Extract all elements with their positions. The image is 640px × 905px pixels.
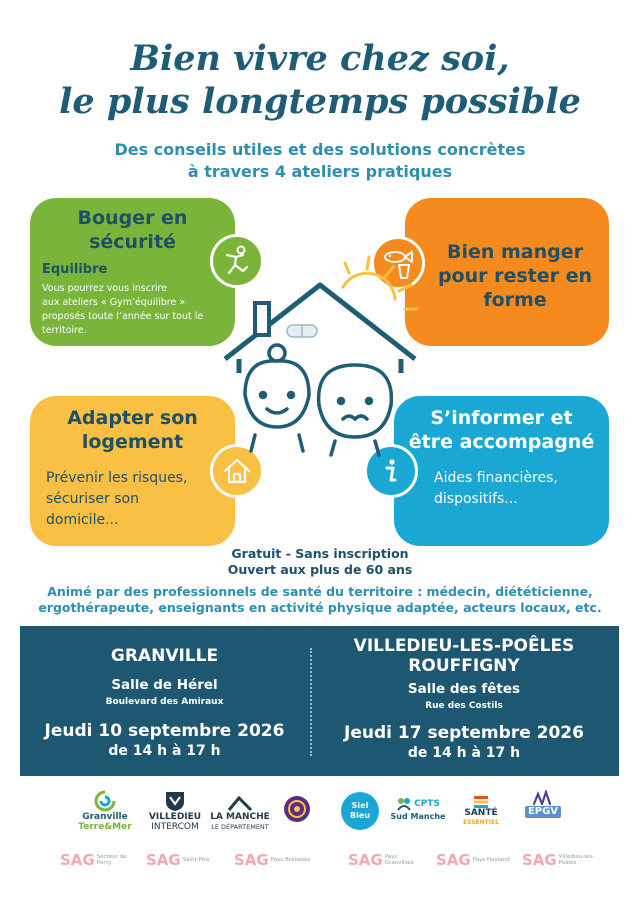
logo-la-manche — [204, 796, 276, 832]
round-seal-icon — [282, 794, 312, 824]
siel-bleu-badge-icon — [341, 792, 379, 830]
atelier-card-bouger — [30, 198, 235, 346]
logo-sag-4 — [348, 846, 427, 874]
atelier-bouger-text-l1: Vous pourrez vous inscrire — [42, 283, 168, 294]
atelier-informer-text — [434, 468, 604, 510]
logo-villedieu-intercom — [140, 790, 210, 832]
location-granville-city: GRANVILLE — [110, 646, 219, 666]
location-villedieu-city-l2: ROUFFIGNY — [408, 656, 520, 676]
atelier-informer-title — [394, 406, 609, 454]
atelier-card-manger — [405, 198, 609, 346]
sag-1-word: SAG — [60, 851, 95, 869]
house-illustration — [215, 255, 425, 495]
logo-sag-2 — [146, 846, 225, 874]
anime-text-line2: ergothérapeute, enseignants en activité physique adaptée, acteurs locaux, etc. — [38, 600, 602, 615]
logo-sag-3 — [234, 846, 313, 874]
logo-cpts-l2: Sud Manche — [390, 812, 446, 821]
logo-villedieu-l2: INTERCOM — [151, 822, 199, 832]
logo-cpts-l1: CPTS — [414, 799, 440, 809]
atelier-adapter-title-l1: Adapter son — [67, 407, 198, 429]
atelier-card-adapter — [30, 396, 235, 546]
atelier-bouger-title-l2: sécurité — [89, 231, 176, 253]
subtitle-line2: à travers 4 ateliers pratiques — [187, 162, 453, 181]
atelier-bouger-text-l3: proposés toute l’année sur tout le — [42, 311, 204, 322]
logo-sante-essentiel — [456, 796, 506, 828]
logo-seal-round — [280, 794, 314, 824]
sag-5-word: SAG — [436, 851, 471, 869]
chimney — [255, 303, 269, 335]
atelier-card-informer — [394, 396, 609, 546]
villedieu-shield-icon — [163, 790, 187, 812]
epgv-figures-icon — [528, 790, 558, 806]
logo-granville-l1: Granville — [82, 812, 128, 822]
granville-swirl-icon — [94, 790, 116, 812]
logo-sag-6 — [522, 846, 601, 874]
logo-granville-l2: Terre&Mer — [78, 822, 132, 832]
page-title-line2: le plus longtemps possible — [59, 81, 581, 122]
grandmother-icon — [245, 345, 309, 451]
location-villedieu-street: Rue des Costils — [425, 701, 503, 711]
logo-siel-bleu — [338, 792, 382, 830]
sag-3-word: SAG — [234, 851, 269, 869]
sun-icon — [343, 257, 417, 309]
logo-sag-1 — [60, 846, 139, 874]
atelier-adapter-title-l2: logement — [81, 431, 184, 453]
atelier-bouger-text — [42, 282, 242, 338]
atelier-bouger-text-l4: territoire. — [42, 325, 87, 336]
atelier-bouger-title-l1: Bouger en — [77, 207, 188, 229]
page-title-line1: Bien vivre chez soi, — [130, 38, 510, 79]
location-granville-street: Boulevard des Amiraux — [105, 697, 224, 707]
atelier-adapter-text-l2: sécuriser son — [46, 491, 139, 507]
sag-4-sub: Pays Granvillais — [384, 854, 414, 866]
logo-manche-l1: LA MANCHE — [210, 812, 270, 822]
atelier-adapter-text-l1: Prévenir les risques, — [46, 470, 188, 486]
location-villedieu-salle: Salle des fêtes — [407, 681, 521, 697]
la-manche-mark-icon — [227, 796, 253, 812]
sag-1-sub: Secteur de Percy — [96, 854, 127, 866]
locations-band — [20, 626, 619, 776]
subtitle-line1: Des conseils utiles et des solutions concrètes — [114, 140, 526, 159]
location-granville — [20, 626, 309, 776]
sag-2-word: SAG — [146, 851, 181, 869]
pill-icon — [287, 325, 317, 337]
sag-6-sub: Villedieu-les-Poêles — [558, 854, 594, 866]
logo-epgv — [518, 790, 568, 818]
grandfather-icon — [319, 365, 392, 455]
atelier-manger-title-l2: pour rester en — [437, 265, 593, 287]
logo-siel-text: Siel Bleu — [350, 801, 370, 820]
sante-stripes-icon — [474, 796, 488, 808]
logo-cpts-sud-manche — [390, 796, 446, 822]
atelier-adapter-text-l3: domicile... — [46, 512, 119, 528]
gratuit-text: Gratuit - Sans inscription — [231, 546, 409, 561]
logo-epgv-text: EPGV — [525, 806, 561, 818]
atelier-manger-title-l3: forme — [483, 289, 547, 311]
logo-manche-l2: LE DÉPARTEMENT — [211, 823, 269, 831]
location-villedieu — [309, 626, 619, 776]
location-villedieu-city-l1: VILLEDIEU-LES-POÊLES — [353, 636, 575, 656]
ouvert-text: Ouvert aux plus de 60 ans — [227, 562, 413, 577]
logo-granville-terre-mer — [70, 790, 140, 832]
logo-villedieu-l1: VILLEDIEU — [148, 812, 202, 822]
sag-2-sub: Saint-Pois — [182, 857, 210, 863]
sag-4-word: SAG — [348, 851, 383, 869]
location-granville-date: Jeudi 10 septembre 2026 — [44, 721, 285, 741]
atelier-bouger-subtitle: Equilibre — [42, 262, 108, 277]
location-villedieu-hours: de 14 h à 17 h — [407, 745, 521, 761]
atelier-adapter-title — [30, 406, 235, 454]
atelier-informer-title-l1: S’informer et — [430, 407, 573, 429]
atelier-informer-text-l1: Aides financières, — [434, 470, 558, 486]
logo-sante-l1: SANTÉ — [464, 808, 498, 818]
sag-5-sub: Pays Hayland — [472, 857, 510, 863]
logo-sante-l2: ESSENTIEL — [463, 819, 499, 826]
atelier-bouger-title — [30, 206, 235, 254]
atelier-manger-title-l1: Bien manger — [446, 241, 584, 263]
atelier-informer-text-l2: dispositifs... — [434, 491, 518, 507]
atelier-informer-title-l2: être accompagné — [408, 431, 595, 453]
logo-sag-5 — [436, 846, 515, 874]
anime-text-line1: Animé par des professionnels de santé du territoire : médecin, diététicienne, — [47, 584, 593, 599]
sag-3-sub: Pays Bréhalais — [270, 857, 311, 863]
location-granville-hours: de 14 h à 17 h — [108, 743, 221, 759]
atelier-adapter-text — [46, 468, 206, 531]
location-villedieu-date: Jeudi 17 septembre 2026 — [344, 723, 584, 743]
cpts-figure-icon — [396, 796, 412, 812]
location-granville-salle: Salle de Hérel — [111, 677, 218, 693]
sag-6-word: SAG — [522, 851, 557, 869]
atelier-bouger-text-l2: aux ateliers « Gym’équilibre » — [42, 297, 186, 308]
atelier-manger-title — [425, 240, 605, 312]
